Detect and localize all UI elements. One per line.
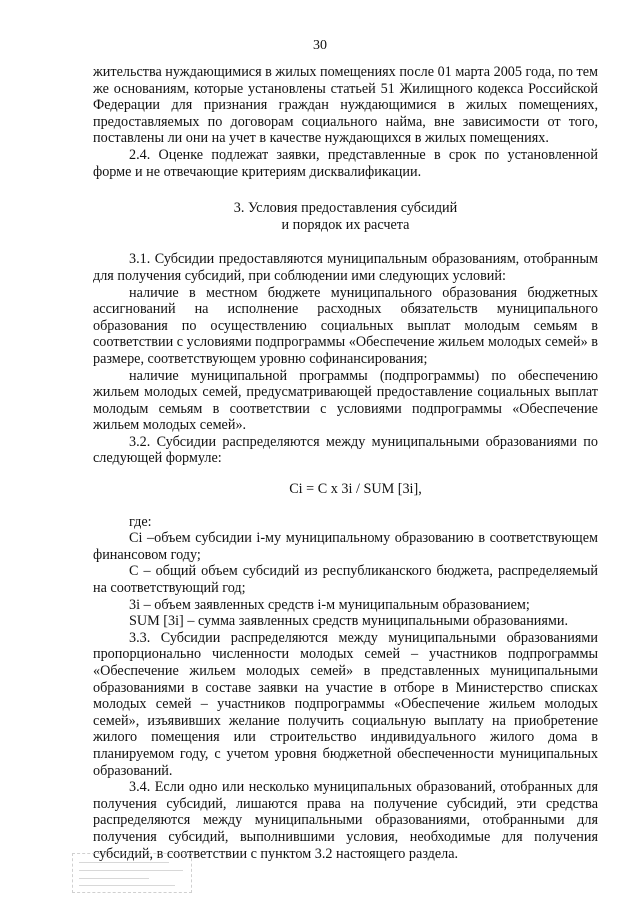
formula: Ci = C x 3i / SUM [3i], bbox=[289, 481, 422, 498]
definition-sum: SUM [3i] – сумма заявленных средств муниципальными образованиями. bbox=[129, 613, 569, 630]
paragraph-continuation: жительства нуждающимися в жилых помещениях после 01 марта 2005 года, по тем же основаниям, которые установлены статьей 51 Жилищного кодекса Российской Федерации для признания граждан нуждающимися в жилых помещениях, предоставляемых по договорам социального найма, вне зависимости от того, поставлены ли они на учет в качестве нуждающихся в жилых помещениях. bbox=[93, 64, 599, 147]
paragraph-3-4: 3.4. Если одно или несколько муниципальных образований, отобранных для получения субсидий, лишаются права на получение субсидий, эти средства распределяются между муниципальными образованиями, отобранными для получения субсидий, выполнившими условия, необходимые для получения субсидий, в соответствии с пунктом 3.2 настоящего раздела. bbox=[93, 779, 598, 862]
paragraph-3-1: 3.1. Субсидии предоставляются муниципальным образованиям, отобранным для получения субсидий, при соблюдении ими следующих условий: bbox=[93, 251, 598, 284]
definition-3i: 3i – объем заявленных средств i-м муниципальным образованием; bbox=[129, 596, 530, 613]
faint-stamp-mark bbox=[72, 853, 192, 893]
paragraph-condition-2: наличие муниципальной программы (подпрограммы) по обеспечению жильем молодых семей, предусматривающей предоставление социальных выплат молодым семьям в соответствии с условиями подпрограммы «Обеспечение жильем молодых семей». bbox=[93, 367, 598, 434]
where-label: где: bbox=[129, 513, 152, 530]
paragraph-3-3: 3.3. Субсидии распределяются между муниципальными образованиями пропорционально численности молодых семей – участников подпрограммы «Обеспечение жильем молодых семей» в представленных муниципальными образованиями в составе заявки на участие в отборе в Министерство списках молодых семей – участников подпрограммы «Обеспечение жильем молодых семей», изъявивших желание получить социальную выплату на приобретение жилого помещения или строительство индивидуального жилого дома в планируемом году, с учетом уровня бюджетной обеспеченности муниципальных образований. bbox=[93, 629, 598, 779]
page-number: 30 bbox=[313, 38, 327, 53]
paragraph-2-4: 2.4. Оценке подлежат заявки, представленные в срок по установленной форме и не отвечающие критериям дисквалификации. bbox=[93, 146, 598, 180]
section-title bbox=[93, 200, 598, 233]
section-title-line-2: и порядок их расчета bbox=[281, 216, 410, 233]
paragraph-3-2: 3.2. Субсидии распределяются между муниципальными образованиями по следующей формуле: bbox=[93, 433, 598, 467]
paragraph-condition-1: наличие в местном бюджете муниципального образования бюджетных ассигнований на исполнение расходных обязательств муниципального образования по осуществлению социальных выплат молодым семьям в соответствии с условиями подпрограммы «Обеспечение жильем молодых семей» в размере, соответствующем уровню софинансирования; bbox=[93, 284, 598, 367]
definition-ci: Ci –объем субсидии i-му муниципальному образованию в соответствующем финансовом году; bbox=[93, 530, 598, 563]
definition-c: C – общий объем субсидий из республиканского бюджета, распределяемый на соответствующий год; bbox=[93, 563, 598, 597]
section-title-line-1: 3. Условия предоставления субсидий bbox=[233, 200, 458, 217]
document-body bbox=[93, 64, 598, 862]
